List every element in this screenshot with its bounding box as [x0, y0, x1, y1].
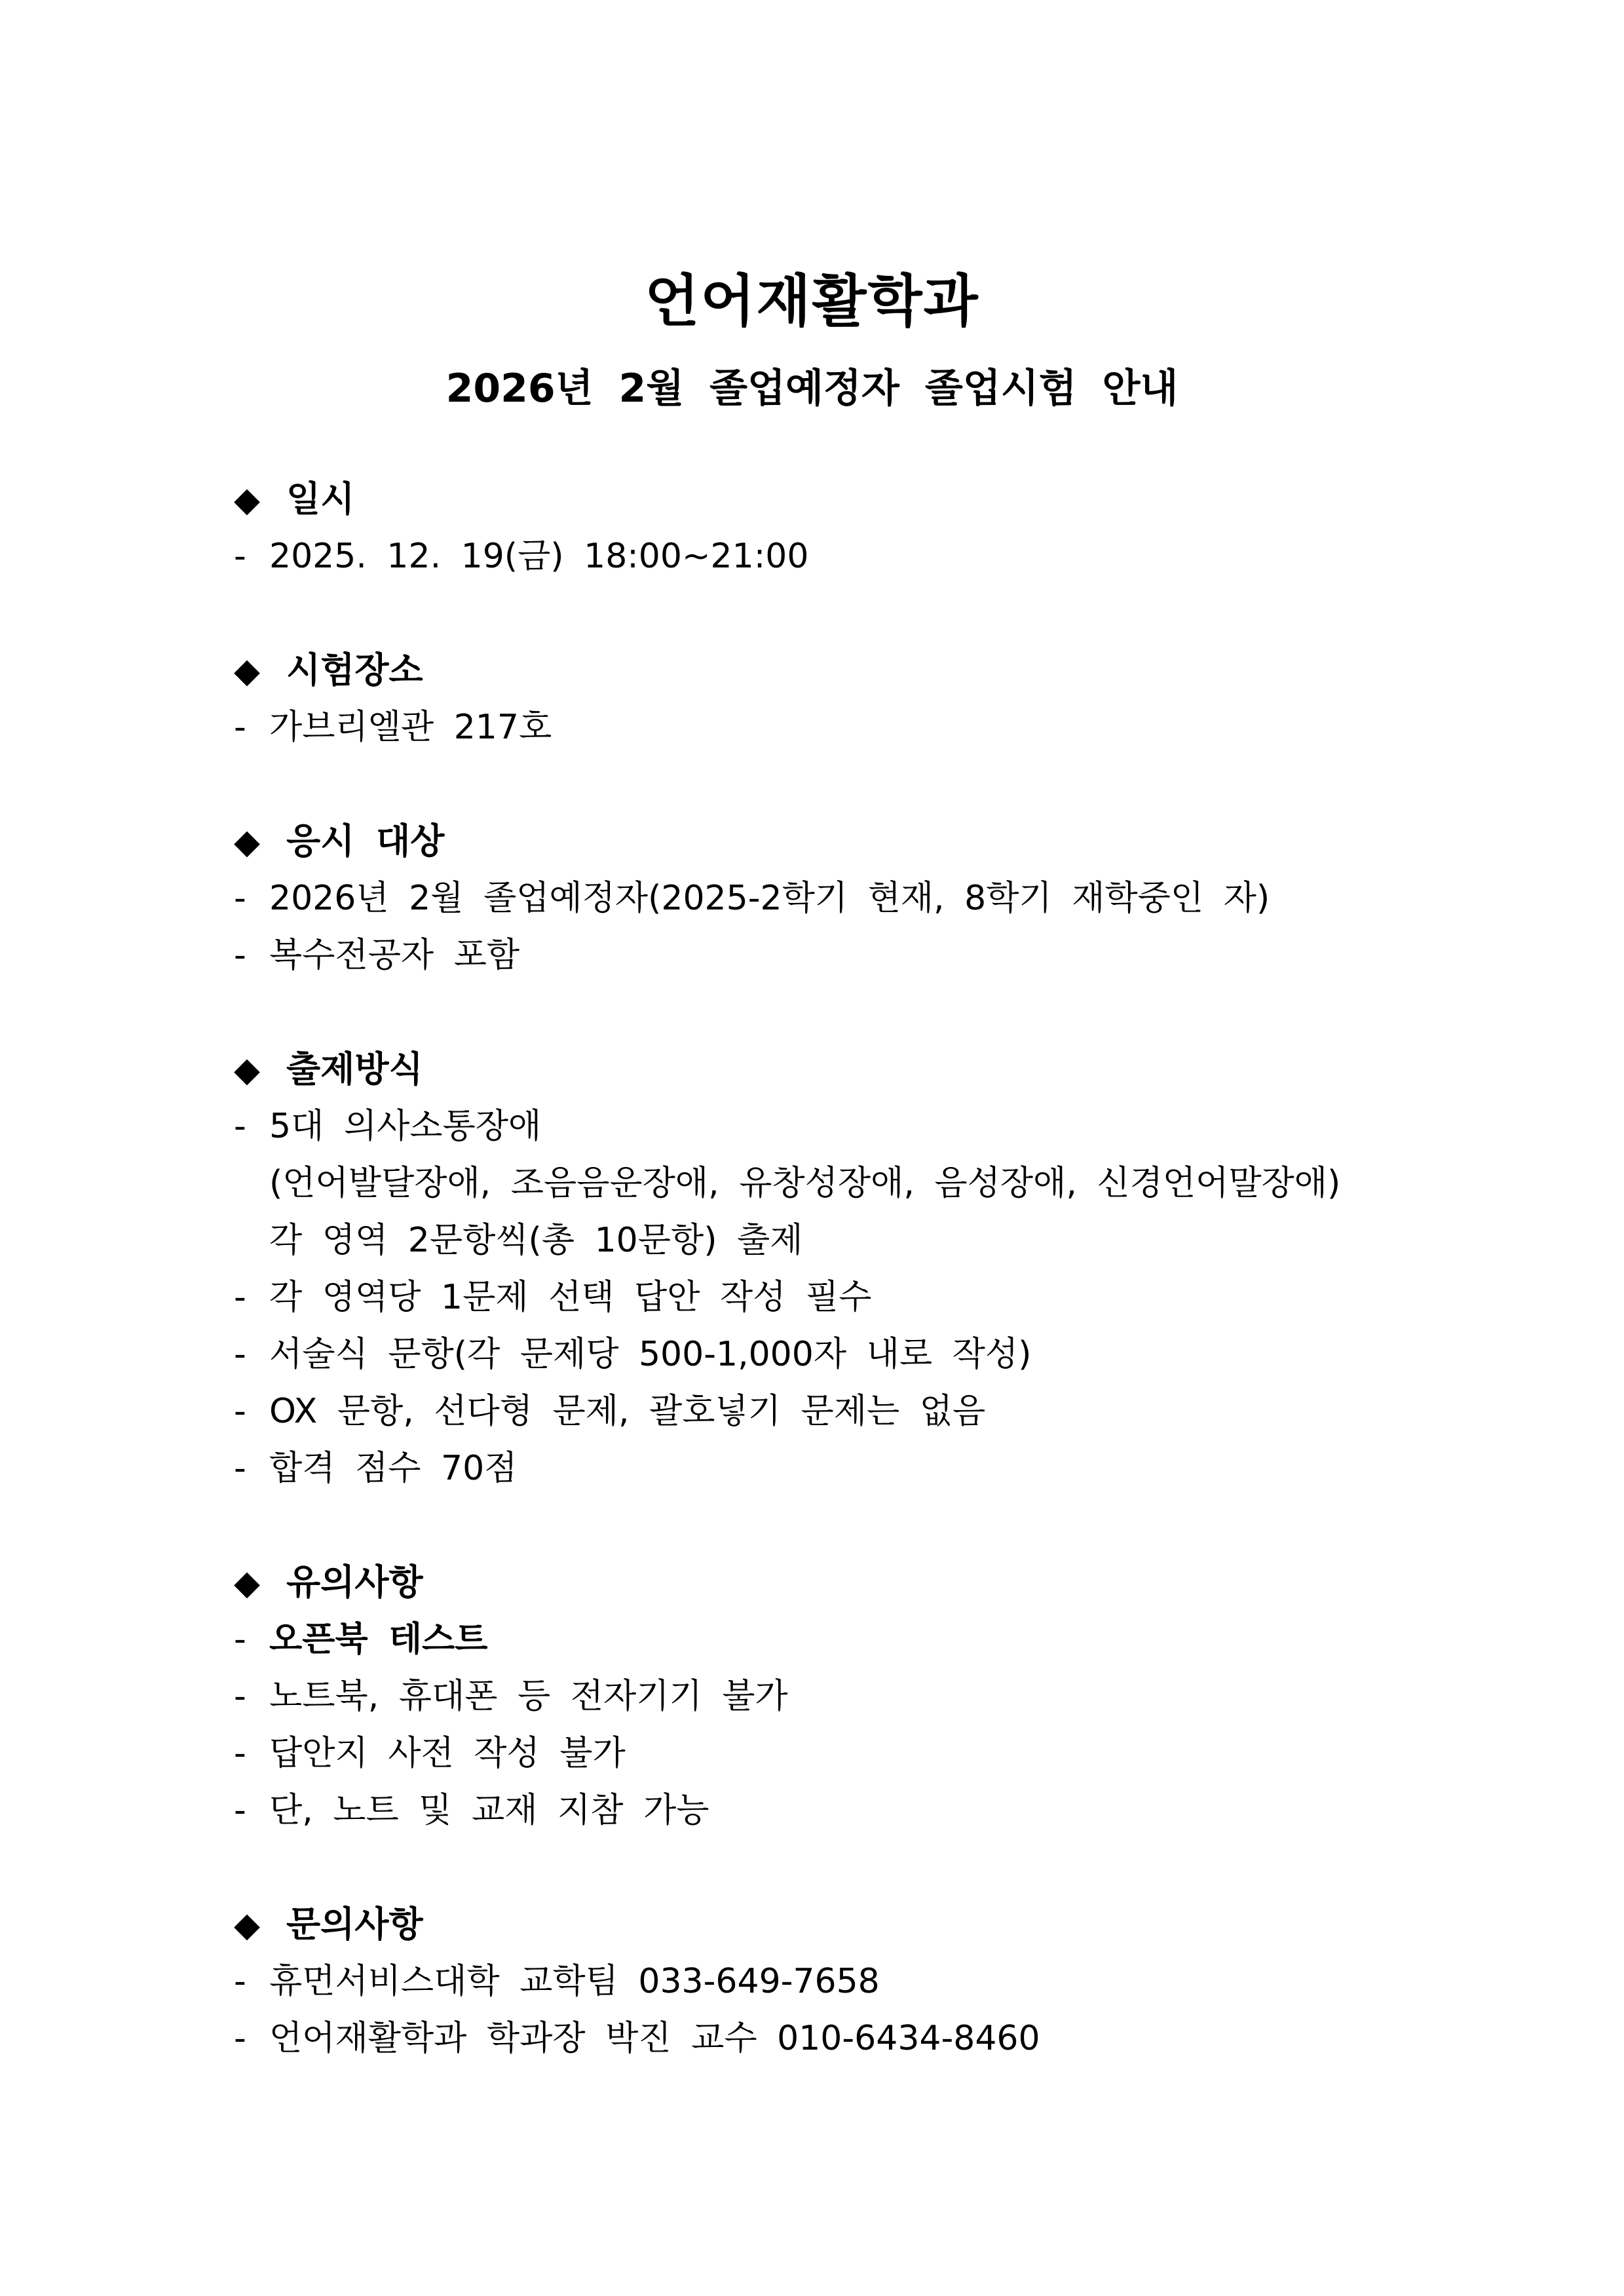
- dash-bullet: -: [234, 1107, 246, 1146]
- document-body: [234, 470, 1446, 2124]
- document-title: 언어재활학과: [645, 269, 979, 334]
- list-item: [234, 870, 1446, 927]
- list-item: [234, 1383, 1446, 1440]
- list-item-text: 서술식 문항(각 문제당 500-1,000자 내로 작성): [269, 1335, 1032, 1374]
- dash-bullet: -: [234, 537, 246, 576]
- dash-bullet: -: [234, 1620, 246, 1659]
- list-item-text: 노트북, 휴대폰 등 전자기기 불가: [269, 1677, 788, 1716]
- list-item: [234, 1326, 1446, 1383]
- section-heading: [234, 641, 1446, 699]
- dash-bullet: -: [234, 1791, 246, 1830]
- section-exam-location: [234, 641, 1446, 756]
- list-item: [234, 1953, 1446, 2010]
- section-notes: [234, 1554, 1446, 1839]
- list-item: [234, 528, 1446, 585]
- section-heading-text: 출제방식: [286, 1048, 423, 1090]
- diamond-bullet-icon: ◆: [234, 1905, 260, 1945]
- diamond-bullet-icon: ◆: [234, 480, 260, 520]
- dash-bullet: -: [234, 936, 246, 975]
- section-heading-text: 문의사항: [286, 1904, 423, 1945]
- list-item: [234, 699, 1446, 756]
- list-item-text: 가브리엘관 217호: [269, 708, 552, 747]
- list-item-text: 5대 의사소통장애: [269, 1107, 542, 1146]
- section-heading: [234, 470, 1446, 528]
- list-item-text: 언어재활학과 학과장 박진 교수 010-6434-8460: [269, 2019, 1040, 2058]
- dash-bullet: -: [234, 1335, 246, 1374]
- section-schedule: [234, 470, 1446, 585]
- list-item-text: 단, 노트 및 교재 지참 가능: [269, 1791, 709, 1830]
- dash-bullet: -: [234, 708, 246, 747]
- diamond-bullet-icon: ◆: [234, 651, 260, 691]
- list-item: [234, 1098, 1446, 1155]
- list-item: [234, 1725, 1446, 1782]
- list-item: [234, 1440, 1446, 1497]
- list-item-text: (언어발달장애, 조음음운장애, 유창성장애, 음성장애, 신경언어말장애): [269, 1164, 1341, 1203]
- list-item-text: 답안지 사전 작성 불가: [269, 1734, 626, 1773]
- section-contacts: [234, 1896, 1446, 2067]
- section-heading-text: 응시 대상: [286, 820, 445, 862]
- list-item-text: 각 영역 2문항씩(총 10문항) 출제: [269, 1221, 803, 1260]
- list-item-text: 각 영역당 1문제 선택 답안 작성 필수: [269, 1278, 872, 1317]
- list-item: [234, 1782, 1446, 1839]
- list-item: [234, 1269, 1446, 1326]
- list-item-text: 복수전공자 포함: [269, 936, 520, 975]
- list-item: [234, 927, 1446, 984]
- section-heading: [234, 1554, 1446, 1611]
- dash-bullet: -: [234, 1449, 246, 1488]
- section-heading: [234, 1041, 1446, 1098]
- list-item: [234, 2010, 1446, 2067]
- section-eligibility: [234, 813, 1446, 984]
- dash-bullet: -: [234, 879, 246, 918]
- list-item-continuation: [234, 1212, 1446, 1269]
- section-heading-text: 유의사항: [286, 1561, 423, 1603]
- list-item-text: 오픈북 테스트: [269, 1620, 488, 1659]
- list-item-text: 2026년 2월 졸업예정자(2025-2학기 현재, 8학기 재학중인 자): [269, 879, 1270, 918]
- diamond-bullet-icon: ◆: [234, 1563, 260, 1603]
- list-item-continuation: [234, 1155, 1446, 1212]
- dash-bullet: -: [234, 1962, 246, 2001]
- section-heading: [234, 1896, 1446, 1953]
- dash-bullet: -: [234, 1734, 246, 1773]
- document-subtitle: 2026년 2월 졸업예정자 졸업시험 안내: [445, 366, 1179, 411]
- list-item-text: 2025. 12. 19(금) 18:00~21:00: [269, 537, 809, 576]
- dash-bullet: -: [234, 1677, 246, 1716]
- list-item: [234, 1611, 1446, 1668]
- list-item-text: 휴먼서비스대학 교학팀 033-649-7658: [269, 1962, 880, 2001]
- diamond-bullet-icon: ◆: [234, 822, 260, 862]
- list-item-text: OX 문항, 선다형 문제, 괄호넣기 문제는 없음: [269, 1392, 986, 1431]
- dash-bullet: -: [234, 1392, 246, 1431]
- list-item: [234, 1668, 1446, 1725]
- dash-bullet: -: [234, 2019, 246, 2058]
- diamond-bullet-icon: ◆: [234, 1050, 260, 1090]
- section-heading-text: 일시: [286, 478, 355, 520]
- dash-bullet: -: [234, 1278, 246, 1317]
- section-heading: [234, 813, 1446, 870]
- list-item-text: 합격 점수 70점: [269, 1449, 518, 1488]
- section-heading-text: 시험장소: [286, 649, 423, 691]
- section-exam-format: [234, 1041, 1446, 1497]
